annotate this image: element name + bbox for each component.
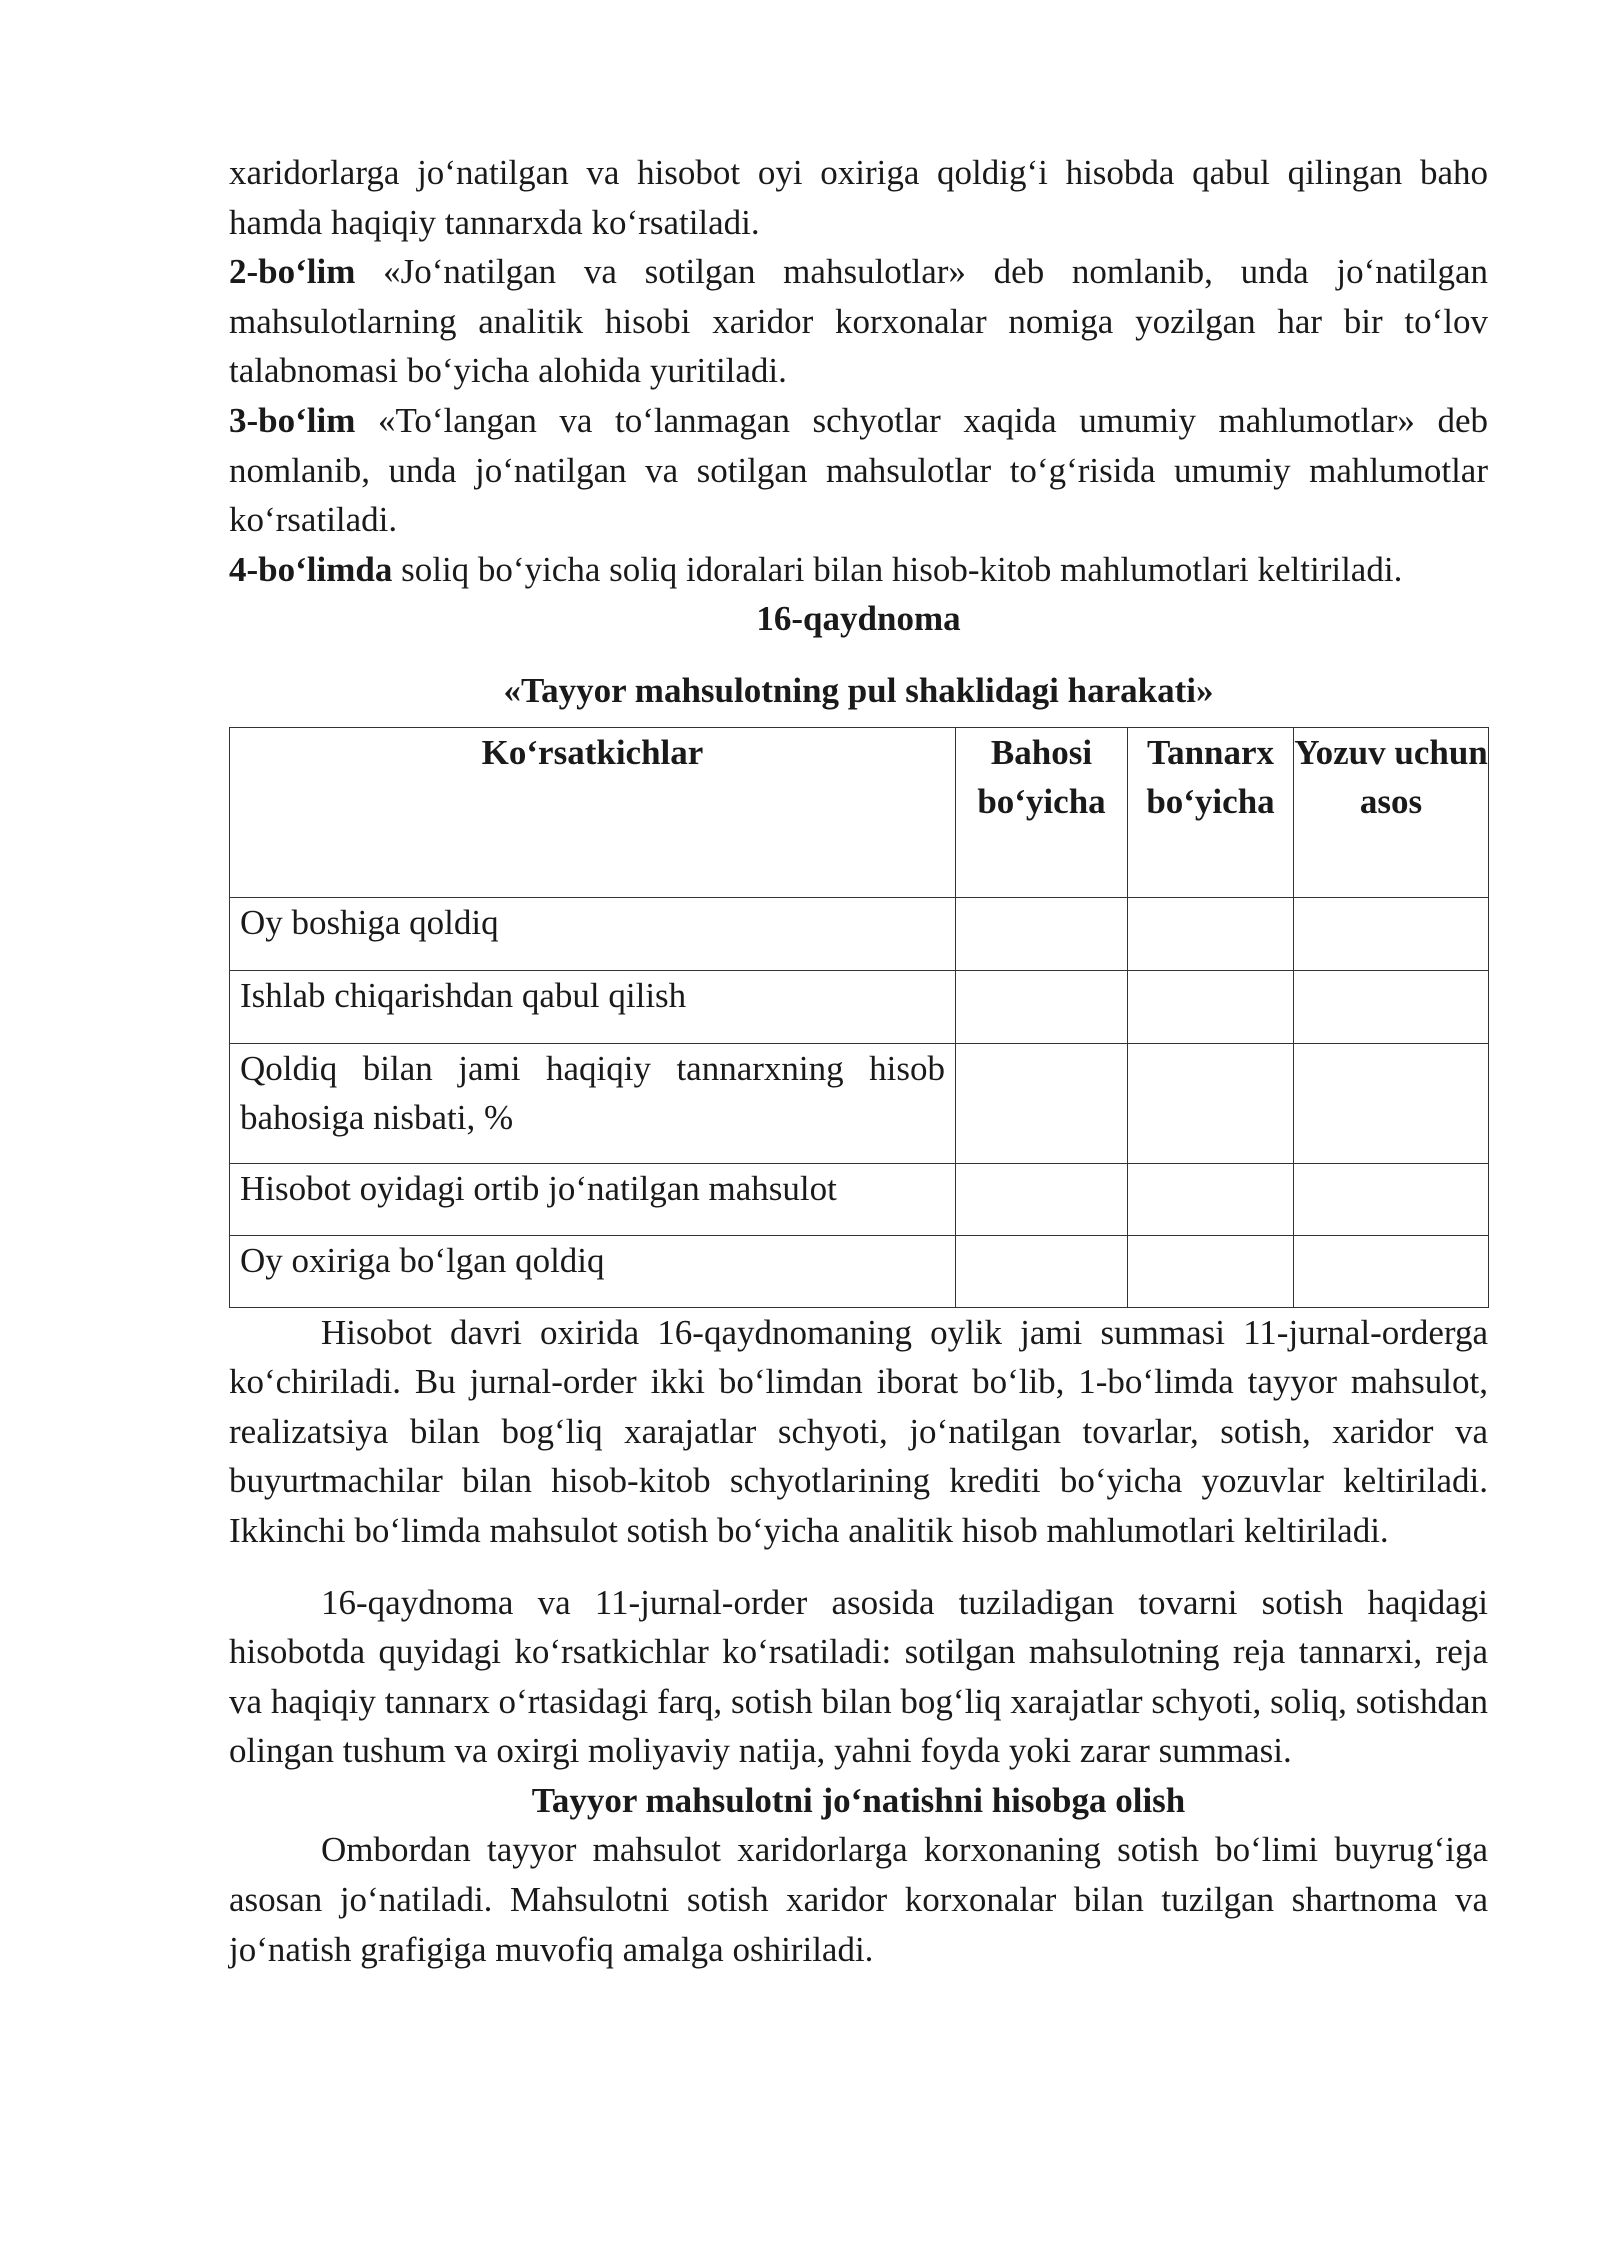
paragraph-1: xaridorlarga jo‘natilgan va hisobot oyi oxiriga qoldig‘i hisobda qabul qilingan baho hamda haqiqiy tannarxda ko‘rsatiladi. — [229, 153, 1488, 242]
table-cell — [1294, 970, 1489, 1043]
table-cell — [1294, 1163, 1489, 1235]
row-label: Oy boshiga qoldiq — [230, 897, 956, 970]
section-4-text: soliq bo‘yicha soliq idoralari bilan hisob-kitob mahlumotlari keltiriladi. — [392, 549, 1403, 589]
row-label: Hisobot oyidagi ortib jo‘natilgan mahsulot — [230, 1163, 956, 1235]
section-2-label: 2-bo‘lim — [229, 252, 356, 292]
section-4-label: 4-bo‘limda — [229, 549, 393, 589]
header-bahosi: Bahosi bo‘yicha — [956, 727, 1128, 897]
table-row — [230, 1163, 1489, 1235]
header-tannarx: Tannarx bo‘yicha — [1128, 727, 1294, 897]
header-korsatkichlar: Ko‘rsatkichlar — [230, 727, 956, 897]
table-cell — [1128, 1043, 1294, 1163]
paragraph-section-4 — [229, 545, 1488, 595]
table-cell — [1294, 897, 1489, 970]
table-cell — [956, 970, 1128, 1043]
paragraph-journal-order: Hisobot davri oxirida 16-qaydnomaning oylik jami summasi 11-jurnal-orderga ko‘chiriladi. Bu jurnal-order ikki bo‘limdan iborat bo‘lib, 1-bo‘limda tayyor mahsulot, realizatsiya bilan bog‘liq xarajatlar schyoti, jo‘natilgan tovarlar, sotish, xaridor va buyurtmachilar bilan hisob-kitob schyotlarining krediti bo‘yicha yozuvlar keltiriladi. Ikkinchi bo‘limda mahsulot sotish bo‘yicha analitik hisob mahlumotlari keltiriladi. — [229, 1312, 1488, 1550]
row-label: Ishlab chiqarishdan qabul qilish — [230, 970, 956, 1043]
row-label: Qoldiq bilan jami haqiqiy tannarxning hisob bahosiga nisbati, % — [230, 1043, 956, 1163]
row-label: Oy oxiriga bo‘lgan qoldiq — [230, 1235, 956, 1307]
qaydnoma-number: 16-qaydnoma — [756, 599, 961, 639]
table-row — [230, 970, 1489, 1043]
table-row — [230, 1235, 1489, 1307]
header-yozuv-asos: Yozuv uchun asos — [1294, 727, 1489, 897]
qaydnoma-title: «Tayyor mahsulotning pul shaklidagi harakati» — [503, 670, 1214, 710]
table-cell — [956, 897, 1128, 970]
table-row — [230, 897, 1489, 970]
paragraph-shipment: Ombordan tayyor mahsulot xaridorlarga korxonaning sotish bo‘limi buyrug‘iga asosan jo‘natiladi. Mahsulotni sotish xaridor korxonalar bilan tuzilgan shartnoma va jo‘natish grafigiga muvofiq amalga oshiriladi. — [229, 1830, 1488, 1969]
section-2-text: «Jo‘natilgan va sotilgan mahsulotlar» deb nomlanib, unda jo‘natilgan mahsulotlarning analitik hisobi xaridor korxonalar nomiga yozilgan har bir to‘lov talabnomasi bo‘yicha alohida yuritiladi. — [229, 252, 1488, 391]
paragraph-report-indicators: 16-qaydnoma va 11-jurnal-order asosida tuziladigan tovarni sotish haqidagi hisobotda quyidagi ko‘rsatkichlar ko‘rsatiladi: sotilgan mahsulotning reja tannarxi, reja va haqiqiy tannarx o‘rtasidagi farq, sotish bilan bog‘liq xarajatlar schyoti, soliq, sotishdan olingan tushum va oxirgi moliyaviy natija, yahni foyda yoki zarar summasi. — [229, 1582, 1488, 1771]
table-cell — [956, 1163, 1128, 1235]
qaydnoma-table — [229, 727, 1489, 1308]
table-cell — [1128, 970, 1294, 1043]
table-row — [230, 1043, 1489, 1163]
section-3-label: 3-bo‘lim — [229, 400, 356, 440]
table-cell — [1128, 1235, 1294, 1307]
table-cell — [1294, 1235, 1489, 1307]
paragraph-section-3 — [229, 396, 1488, 545]
table-cell — [1128, 1163, 1294, 1235]
section-3-text: «To‘langan va to‘lanmagan schyotlar xaqida umumiy mahlumotlar» deb nomlanib, unda jo‘natilgan va sotilgan mahsulotlar to‘g‘risida umumiy mahlumotlar ko‘rsatiladi. — [229, 400, 1488, 540]
document-page — [229, 148, 1488, 1974]
table-cell — [956, 1235, 1128, 1307]
table-header-row — [230, 727, 1489, 897]
paragraph-section-2 — [229, 247, 1488, 396]
table-cell — [1128, 897, 1294, 970]
table-cell — [956, 1043, 1128, 1163]
table-cell — [1294, 1043, 1489, 1163]
section-heading: Tayyor mahsulotni jo‘natishni hisobga olish — [531, 1780, 1186, 1820]
